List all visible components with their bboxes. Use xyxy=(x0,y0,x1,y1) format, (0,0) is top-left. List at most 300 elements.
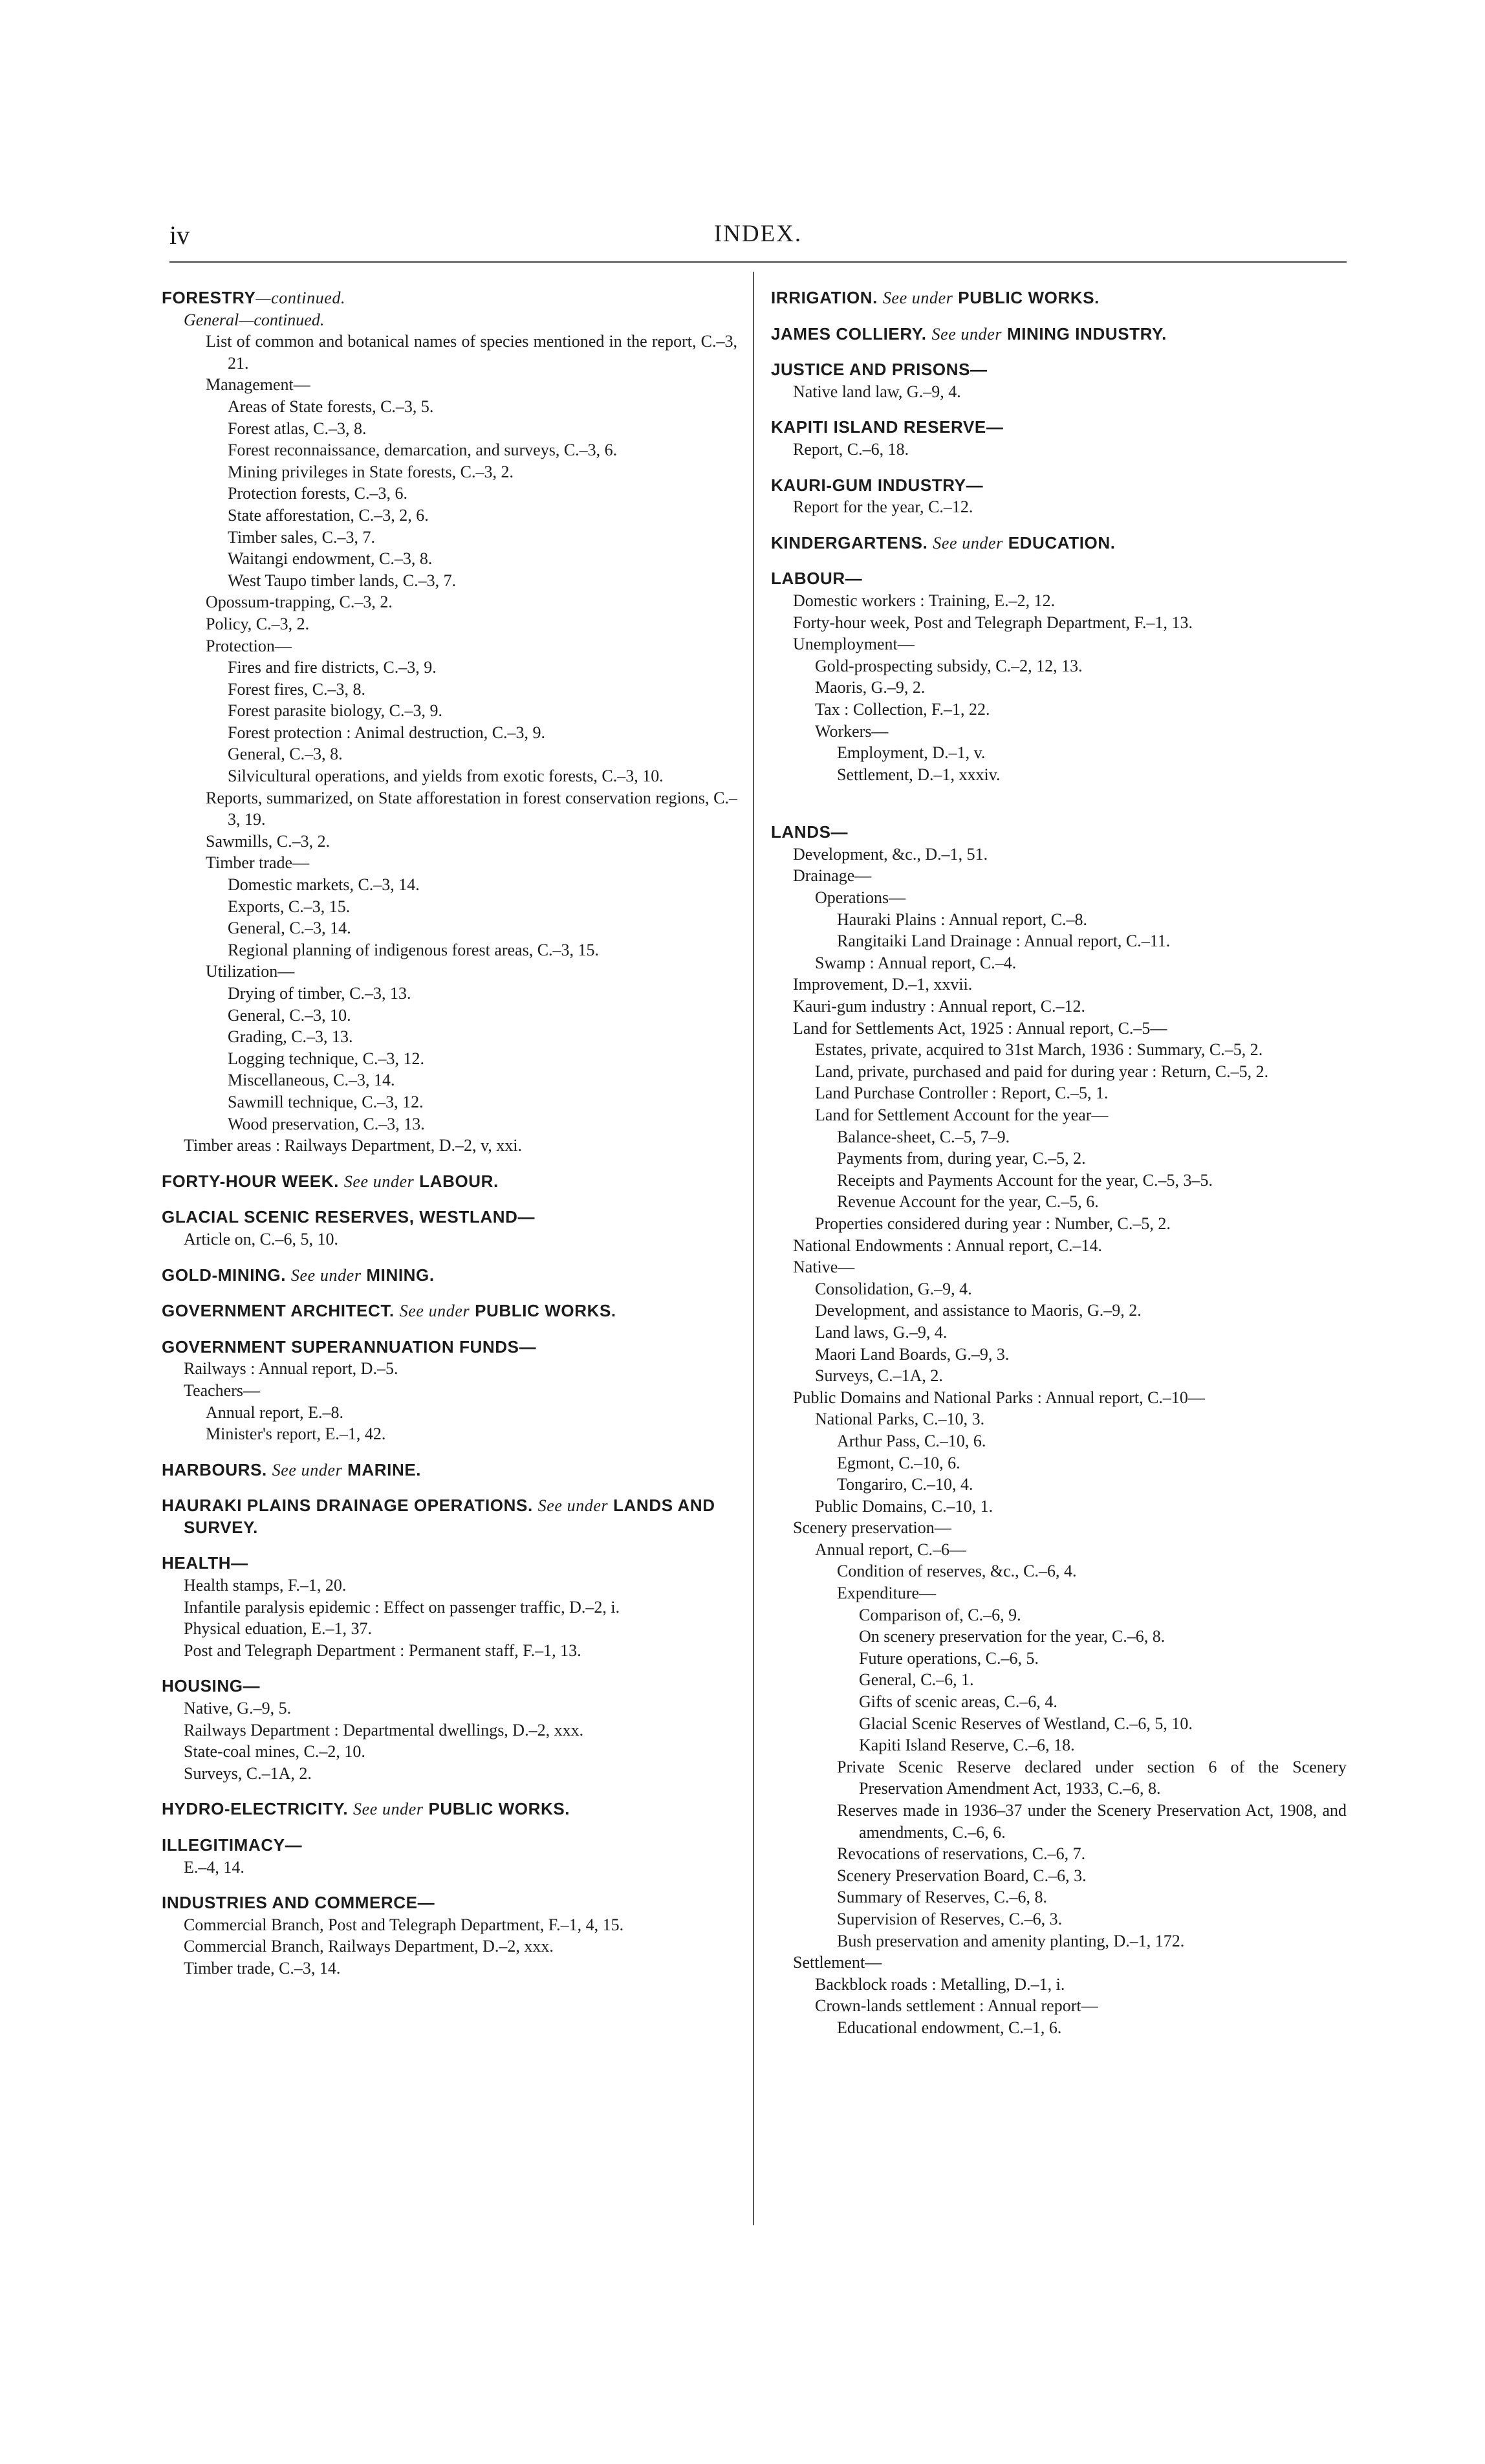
index-entry xyxy=(162,1640,737,1662)
entry-text: Native— xyxy=(793,1258,855,1277)
heading-see-under: See under xyxy=(933,533,1003,552)
entry-text: Exports, C.–3, 15. xyxy=(228,897,351,916)
index-entry xyxy=(162,1935,737,1957)
index-heading xyxy=(162,1300,737,1322)
index-entry xyxy=(771,1669,1347,1691)
index-entry xyxy=(162,527,737,549)
index-entry xyxy=(162,765,737,787)
index-entry xyxy=(162,1763,737,1785)
index-entry xyxy=(162,1228,737,1250)
entry-text: Annual report, E.–8. xyxy=(206,1402,344,1422)
heading-text: INDUSTRIES AND COMMERCE— xyxy=(162,1893,435,1913)
index-entry xyxy=(771,1800,1347,1843)
entry-text: Regional planning of indigenous forest areas, C.–3, 15. xyxy=(228,940,600,959)
index-entry xyxy=(162,700,737,722)
index-heading xyxy=(771,287,1347,309)
entry-text: Receipts and Payments Account for the year, C.–5, 3–5. xyxy=(837,1170,1213,1190)
index-entry xyxy=(162,1618,737,1640)
heading-text: IRRIGATION. xyxy=(771,288,878,307)
entry-text: E.–4, 14. xyxy=(184,1857,244,1877)
entry-text: Timber areas : Railways Department, D.–2, v, xxi. xyxy=(184,1136,523,1155)
entry-text: List of common and botanical names of species mentioned in the report, C.–3, 21. xyxy=(206,332,737,373)
index-entry xyxy=(771,1430,1347,1452)
entry-text: Teachers— xyxy=(184,1380,261,1400)
index-entry xyxy=(771,1582,1347,1604)
index-entry xyxy=(771,1756,1347,1800)
index-entry xyxy=(771,1365,1347,1387)
entry-text: Sawmills, C.–3, 2. xyxy=(206,831,331,851)
index-heading xyxy=(771,568,1347,590)
entry-text: Development, and assistance to Maoris, G.–9, 2. xyxy=(815,1301,1142,1320)
entry-text: Drainage— xyxy=(793,866,872,886)
index-entry xyxy=(162,1719,737,1741)
heading-see-under: See under xyxy=(399,1302,470,1321)
entry-text: Reserves made in 1936–37 under the Scenery Preservation Act, 1908, and amendments, C.–6, 6. xyxy=(837,1801,1347,1842)
index-entry xyxy=(771,633,1347,655)
index-entry xyxy=(162,961,737,983)
heading-cross-ref: PUBLIC WORKS. xyxy=(428,1799,570,1819)
entry-text: Timber sales, C.–3, 7. xyxy=(228,527,375,547)
heading-text: GOVERNMENT ARCHITECT. xyxy=(162,1301,395,1321)
index-entry xyxy=(771,887,1347,909)
heading-text: KINDERGARTENS. xyxy=(771,532,928,552)
index-entry xyxy=(771,974,1347,996)
entry-text: Miscellaneous, C.–3, 14. xyxy=(228,1071,395,1090)
heading-see-under: See under xyxy=(352,1800,424,1819)
index-entry xyxy=(162,722,737,744)
index-entry xyxy=(162,1697,737,1719)
entry-text: Condition of reserves, &c., C.–6, 4. xyxy=(837,1562,1077,1581)
index-entry xyxy=(771,381,1347,403)
index-entry xyxy=(771,1560,1347,1582)
index-entry xyxy=(162,548,737,570)
heading-cross-ref: LANDS AND SURVEY. xyxy=(184,1496,715,1537)
heading-cross-ref: MINING INDUSTRY. xyxy=(1006,323,1167,343)
index-heading xyxy=(162,1171,737,1193)
index-entry xyxy=(771,909,1347,931)
heading-see-under: See under xyxy=(882,289,953,307)
index-entry xyxy=(162,439,737,461)
index-entry xyxy=(771,439,1347,461)
index-heading xyxy=(162,1459,737,1481)
entry-text: Educational endowment, C.–1, 6. xyxy=(837,2018,1062,2037)
index-entry xyxy=(771,655,1347,677)
index-entry xyxy=(771,1082,1347,1104)
entry-text: Settlement, D.–1, xxxiv. xyxy=(837,765,1001,784)
entry-text: Comparison of, C.–6, 9. xyxy=(859,1605,1021,1624)
heading-text: HEALTH— xyxy=(162,1553,248,1573)
index-entry xyxy=(162,896,737,918)
entry-text: Sawmill technique, C.–3, 12. xyxy=(228,1092,424,1111)
index-entry xyxy=(162,939,737,961)
index-entry xyxy=(162,1048,737,1070)
entry-text: Forest atlas, C.–3, 8. xyxy=(228,419,367,438)
entry-text: Health stamps, F.–1, 20. xyxy=(184,1576,347,1595)
index-entry xyxy=(771,1148,1347,1170)
index-entry xyxy=(771,590,1347,612)
entry-text: Protection forests, C.–3, 6. xyxy=(228,484,408,503)
entry-text: Private Scenic Reserve declared under section 6 of the Scenery Preservation Amendment Act, 1933, C.–6, 8. xyxy=(837,1757,1347,1798)
index-entry xyxy=(162,635,737,657)
entry-text: Opossum-trapping, C.–3, 2. xyxy=(206,593,393,612)
index-entry xyxy=(162,657,737,679)
index-entry xyxy=(162,483,737,505)
index-entry xyxy=(771,1843,1347,1865)
index-heading xyxy=(771,532,1347,554)
entry-text: West Taupo timber lands, C.–3, 7. xyxy=(228,571,457,590)
entry-text: Wood preservation, C.–3, 13. xyxy=(228,1114,425,1133)
index-entry xyxy=(771,1452,1347,1474)
heading-cross-ref: PUBLIC WORKS. xyxy=(958,288,1100,307)
heading-text: LABOUR— xyxy=(771,569,863,589)
index-entry xyxy=(162,1402,737,1424)
entry-text: State-coal mines, C.–2, 10. xyxy=(184,1742,365,1761)
index-entry xyxy=(771,1061,1347,1083)
index-entry xyxy=(162,396,737,418)
entry-text: Scenery preservation— xyxy=(793,1518,951,1538)
index-entry xyxy=(771,1126,1347,1148)
index-entry xyxy=(162,1380,737,1402)
entry-text: Forty-hour week, Post and Telegraph Department, F.–1, 13. xyxy=(793,613,1193,632)
heading-cross-ref: MINING. xyxy=(366,1265,435,1285)
entry-text: Arthur Pass, C.–10, 6. xyxy=(837,1431,986,1450)
entry-text: Railways : Annual report, D.–5. xyxy=(184,1359,398,1379)
entry-text: Post and Telegraph Department : Permanent staff, F.–1, 13. xyxy=(184,1641,581,1660)
index-heading xyxy=(771,359,1347,381)
heading-text: JAMES COLLIERY. xyxy=(771,323,927,343)
entry-text: Hauraki Plains : Annual report, C.–8. xyxy=(837,910,1088,929)
index-entry xyxy=(162,1857,737,1879)
heading-text: ILLEGITIMACY— xyxy=(162,1835,303,1855)
entry-text: Egmont, C.–10, 6. xyxy=(837,1453,960,1472)
index-entry xyxy=(162,1597,737,1619)
heading-text: KAPITI ISLAND RESERVE— xyxy=(771,417,1004,437)
index-entry xyxy=(771,1322,1347,1344)
index-entry xyxy=(162,418,737,440)
index-entry xyxy=(162,1423,737,1445)
index-entry xyxy=(162,831,737,853)
index-entry xyxy=(162,679,737,701)
heading-cross-ref: LABOUR. xyxy=(419,1171,499,1191)
entry-text: Domestic markets, C.–3, 14. xyxy=(228,875,420,895)
entry-text: Supervision of Reserves, C.–6, 3. xyxy=(837,1909,1063,1928)
entry-text: Bush preservation and amenity planting, D.–1, 172. xyxy=(837,1931,1185,1950)
entry-text: Rangitaiki Land Drainage : Annual report, C.–11. xyxy=(837,932,1171,951)
index-entry xyxy=(771,677,1347,699)
entry-text: Surveys, C.–1A, 2. xyxy=(815,1366,943,1386)
index-entry xyxy=(162,1113,737,1135)
entry-text: Kauri-gum industry : Annual report, C.–12. xyxy=(793,997,1086,1016)
index-entry xyxy=(771,1170,1347,1192)
entry-text: Payments from, during year, C.–5, 2. xyxy=(837,1149,1086,1168)
index-entry xyxy=(771,1300,1347,1322)
header-rule xyxy=(169,261,1347,263)
entry-text: National Endowments : Annual report, C.–14. xyxy=(793,1236,1103,1255)
heading-text: LANDS— xyxy=(771,822,849,842)
entry-text: Workers— xyxy=(815,721,889,741)
entry-text: Maoris, G.–9, 2. xyxy=(815,678,926,697)
index-entry xyxy=(162,1575,737,1597)
page-number: iv xyxy=(169,221,190,250)
index-entry xyxy=(771,844,1347,866)
entry-text: Land for Settlements Act, 1925 : Annual report, C.–5— xyxy=(793,1018,1167,1038)
index-entry xyxy=(771,1995,1347,2017)
heading-text: HARBOURS. xyxy=(162,1459,267,1479)
column-divider xyxy=(753,272,754,2225)
entry-text: Article on, C.–6, 5, 10. xyxy=(184,1229,339,1248)
index-entry xyxy=(771,1734,1347,1756)
entry-text: Kapiti Island Reserve, C.–6, 18. xyxy=(859,1736,1075,1755)
heading-see-under: See under xyxy=(272,1460,343,1479)
entry-text: Development, &c., D.–1, 51. xyxy=(793,844,988,864)
entry-text: Settlement— xyxy=(793,1953,882,1972)
index-entry xyxy=(162,1069,737,1091)
heading-see-under: —continued. xyxy=(255,289,346,307)
entry-text: General, C.–6, 1. xyxy=(859,1670,974,1690)
index-entry xyxy=(771,1496,1347,1518)
index-heading xyxy=(162,1835,737,1857)
heading-text: FORTY-HOUR WEEK. xyxy=(162,1171,339,1191)
entry-text: Mining privileges in State forests, C.–3, 2. xyxy=(228,462,514,481)
entry-text: Gold-prospecting subsidy, C.–2, 12, 13. xyxy=(815,656,1083,675)
index-entry xyxy=(771,1408,1347,1430)
entry-text: Domestic workers : Training, E.–2, 12. xyxy=(793,591,1056,610)
page-header xyxy=(169,220,1347,259)
index-entry xyxy=(162,787,737,831)
index-entry xyxy=(771,1908,1347,1930)
entry-text: Commercial Branch, Post and Telegraph Department, F.–1, 4, 15. xyxy=(184,1915,624,1934)
entry-text: Drying of timber, C.–3, 13. xyxy=(228,984,411,1003)
index-entry xyxy=(162,374,737,396)
index-entry xyxy=(771,1974,1347,1996)
entry-text: Public Domains, C.–10, 1. xyxy=(815,1496,993,1516)
index-entry xyxy=(771,930,1347,952)
index-entry xyxy=(771,1191,1347,1213)
entry-text: Tax : Collection, F.–1, 22. xyxy=(815,699,990,719)
index-heading xyxy=(162,1265,737,1287)
index-entry xyxy=(771,1930,1347,1952)
entry-text: Surveys, C.–1A, 2. xyxy=(184,1763,312,1783)
index-entry xyxy=(162,461,737,483)
index-entry xyxy=(162,1026,737,1048)
entry-text: Forest fires, C.–3, 8. xyxy=(228,679,366,699)
entry-text: Report, C.–6, 18. xyxy=(793,439,909,459)
index-entry xyxy=(162,852,737,874)
index-entry xyxy=(771,1691,1347,1713)
entry-text: Native land law, G.–9, 4. xyxy=(793,382,961,401)
entry-text: Forest parasite biology, C.–3, 9. xyxy=(228,701,442,721)
index-entry xyxy=(162,743,737,765)
entry-text: Railways Department : Departmental dwellings, D.–2, xxx. xyxy=(184,1720,584,1739)
entry-text: Report for the year, C.–12. xyxy=(793,497,973,517)
heading-cross-ref: PUBLIC WORKS. xyxy=(475,1301,616,1321)
index-entry xyxy=(162,613,737,635)
entry-text: Areas of State forests, C.–3, 5. xyxy=(228,397,434,416)
entry-text: Logging technique, C.–3, 12. xyxy=(228,1049,425,1068)
heading-text: HOUSING— xyxy=(162,1676,261,1696)
index-heading xyxy=(162,1553,737,1575)
entry-text: Glacial Scenic Reserves of Westland, C.–6, 5, 10. xyxy=(859,1714,1193,1733)
entry-text: Timber trade, C.–3, 14. xyxy=(184,1958,341,1978)
entry-text: Properties considered during year : Number, C.–5, 2. xyxy=(815,1214,1171,1233)
index-heading xyxy=(771,822,1347,844)
index-entry xyxy=(162,309,737,331)
index-entry xyxy=(771,1235,1347,1257)
entry-text: General, C.–3, 14. xyxy=(228,919,351,938)
entry-text: On scenery preservation for the year, C.–6, 8. xyxy=(859,1627,1165,1646)
entry-text: State afforestation, C.–3, 2, 6. xyxy=(228,505,429,525)
index-entry xyxy=(771,1865,1347,1887)
entry-text: Policy, C.–3, 2. xyxy=(206,614,310,633)
index-column-right xyxy=(771,287,1347,2039)
index-entry xyxy=(162,570,737,592)
index-entry xyxy=(771,721,1347,743)
index-entry xyxy=(162,874,737,896)
entry-text: Infantile paralysis epidemic : Effect on passenger traffic, D.–2, i. xyxy=(184,1597,620,1617)
index-entry xyxy=(771,496,1347,518)
entry-text: Silvicultural operations, and yields from exotic forests, C.–3, 10. xyxy=(228,767,664,786)
entry-text: General—continued. xyxy=(184,310,325,329)
index-heading xyxy=(162,1892,737,1914)
entry-text: Scenery Preservation Board, C.–6, 3. xyxy=(837,1866,1087,1885)
index-entry xyxy=(771,764,1347,786)
entry-text: Revocations of reservations, C.–6, 7. xyxy=(837,1844,1086,1864)
entry-text: Protection— xyxy=(206,636,292,655)
entry-text: Waitangi endowment, C.–3, 8. xyxy=(228,549,433,569)
index-entry xyxy=(771,1886,1347,1908)
index-entry xyxy=(771,1952,1347,1974)
index-entry xyxy=(771,1474,1347,1496)
index-entry xyxy=(771,1539,1347,1561)
index-entry xyxy=(771,865,1347,887)
heading-text: FORESTRY xyxy=(162,288,256,307)
index-entry xyxy=(771,1517,1347,1539)
entry-text: General, C.–3, 8. xyxy=(228,745,343,764)
entry-text: Annual report, C.–6— xyxy=(815,1540,966,1559)
entry-text: Crown-lands settlement : Annual report— xyxy=(815,1996,1098,2016)
heading-text: KAURI-GUM INDUSTRY— xyxy=(771,475,984,495)
entry-text: Fires and fire districts, C.–3, 9. xyxy=(228,658,437,677)
entry-text: Operations— xyxy=(815,888,906,908)
entry-text: Minister's report, E.–1, 42. xyxy=(206,1424,386,1444)
index-entry xyxy=(162,1741,737,1763)
index-entry xyxy=(162,1091,737,1113)
index-entry xyxy=(162,1005,737,1027)
entry-text: Improvement, D.–1, xxvii. xyxy=(793,975,973,994)
index-entry xyxy=(162,917,737,939)
index-entry xyxy=(771,1213,1347,1235)
entry-text: Reports, summarized, on State afforestation in forest conservation regions, C.–3, 19. xyxy=(206,788,737,829)
index-heading xyxy=(162,287,737,309)
index-heading xyxy=(162,1495,737,1538)
index-entry xyxy=(771,1278,1347,1300)
heading-text: GOVERNMENT SUPERANNUATION FUNDS— xyxy=(162,1336,537,1357)
running-title: INDEX. xyxy=(713,221,803,247)
entry-text: Tongariro, C.–10, 4. xyxy=(837,1475,973,1494)
entry-text: Forest reconnaissance, demarcation, and surveys, C.–3, 6. xyxy=(228,441,618,460)
index-entry xyxy=(771,1344,1347,1366)
index-entry xyxy=(771,699,1347,721)
entry-text: Management— xyxy=(206,375,310,395)
index-heading xyxy=(771,417,1347,439)
entry-text: Maori Land Boards, G.–9, 3. xyxy=(815,1344,1010,1364)
entry-text: Unemployment— xyxy=(793,635,915,654)
index-entry xyxy=(771,1626,1347,1648)
heading-text: JUSTICE AND PRISONS— xyxy=(771,360,988,380)
entry-text: Utilization— xyxy=(206,962,295,981)
index-entry xyxy=(162,1135,737,1157)
index-entry xyxy=(771,1604,1347,1626)
entry-text: Swamp : Annual report, C.–4. xyxy=(815,953,1017,972)
entry-text: Gifts of scenic areas, C.–6, 4. xyxy=(859,1692,1057,1712)
index-entry xyxy=(771,1387,1347,1409)
heading-cross-ref: EDUCATION. xyxy=(1008,532,1116,552)
heading-text: HYDRO-ELECTRICITY. xyxy=(162,1799,349,1819)
entry-text: General, C.–3, 10. xyxy=(228,1005,351,1025)
index-entry xyxy=(771,1256,1347,1278)
entry-text: Timber trade— xyxy=(206,853,310,873)
entry-text: Physical eduation, E.–1, 37. xyxy=(184,1619,373,1639)
entry-text: Consolidation, G.–9, 4. xyxy=(815,1279,972,1298)
entry-text: Forest protection : Animal destruction, C.–3, 9. xyxy=(228,723,546,742)
entry-text: Land laws, G.–9, 4. xyxy=(815,1322,948,1342)
entry-text: Revenue Account for the year, C.–5, 6. xyxy=(837,1192,1099,1212)
index-entry xyxy=(771,1104,1347,1126)
index-heading xyxy=(162,1336,737,1358)
heading-cross-ref: MARINE. xyxy=(347,1459,422,1479)
heading-see-under: See under xyxy=(290,1265,362,1285)
index-entry xyxy=(771,1018,1347,1040)
entry-text: Native, G.–9, 5. xyxy=(184,1699,292,1718)
index-entry xyxy=(771,742,1347,764)
index-column-left xyxy=(162,287,737,1979)
index-entry xyxy=(771,1039,1347,1061)
heading-text: GOLD-MINING. xyxy=(162,1265,287,1285)
entry-text: Future operations, C.–6, 5. xyxy=(859,1648,1039,1668)
entry-text: Expenditure— xyxy=(837,1584,937,1603)
heading-see-under: See under xyxy=(537,1496,609,1516)
heading-see-under: See under xyxy=(343,1172,415,1191)
entry-text: Land Purchase Controller : Report, C.–5, 1. xyxy=(815,1084,1109,1103)
index-entry xyxy=(771,612,1347,634)
index-heading xyxy=(162,1798,737,1820)
entry-text: Summary of Reserves, C.–6, 8. xyxy=(837,1888,1047,1907)
index-entry xyxy=(162,505,737,527)
index-heading xyxy=(162,1675,737,1697)
entry-text: Employment, D.–1, v. xyxy=(837,743,986,763)
entry-text: Land, private, purchased and paid for during year : Return, C.–5, 2. xyxy=(815,1062,1269,1081)
index-entry xyxy=(162,1358,737,1380)
index-heading xyxy=(771,323,1347,345)
index-heading xyxy=(771,475,1347,497)
entry-text: Balance-sheet, C.–5, 7–9. xyxy=(837,1127,1010,1146)
index-entry xyxy=(162,591,737,613)
index-entry xyxy=(771,1648,1347,1670)
index-entry xyxy=(162,983,737,1005)
entry-text: Backblock roads : Metalling, D.–1, i. xyxy=(815,1974,1065,1994)
index-entry xyxy=(771,952,1347,974)
entry-text: Grading, C.–3, 13. xyxy=(228,1027,353,1047)
heading-see-under: See under xyxy=(931,324,1003,343)
index-entry xyxy=(771,2017,1347,2039)
entry-text: Commercial Branch, Railways Department, D.–2, xxx. xyxy=(184,1937,554,1956)
entry-text: Estates, private, acquired to 31st March, 1936 : Summary, C.–5, 2. xyxy=(815,1040,1263,1060)
heading-text: GLACIAL SCENIC RESERVES, WESTLAND— xyxy=(162,1207,536,1227)
heading-text: HAURAKI PLAINS DRAINAGE OPERATIONS. xyxy=(162,1496,533,1516)
entry-text: National Parks, C.–10, 3. xyxy=(815,1410,985,1429)
entry-text: Land for Settlement Account for the year— xyxy=(815,1106,1109,1124)
index-entry xyxy=(771,1713,1347,1735)
